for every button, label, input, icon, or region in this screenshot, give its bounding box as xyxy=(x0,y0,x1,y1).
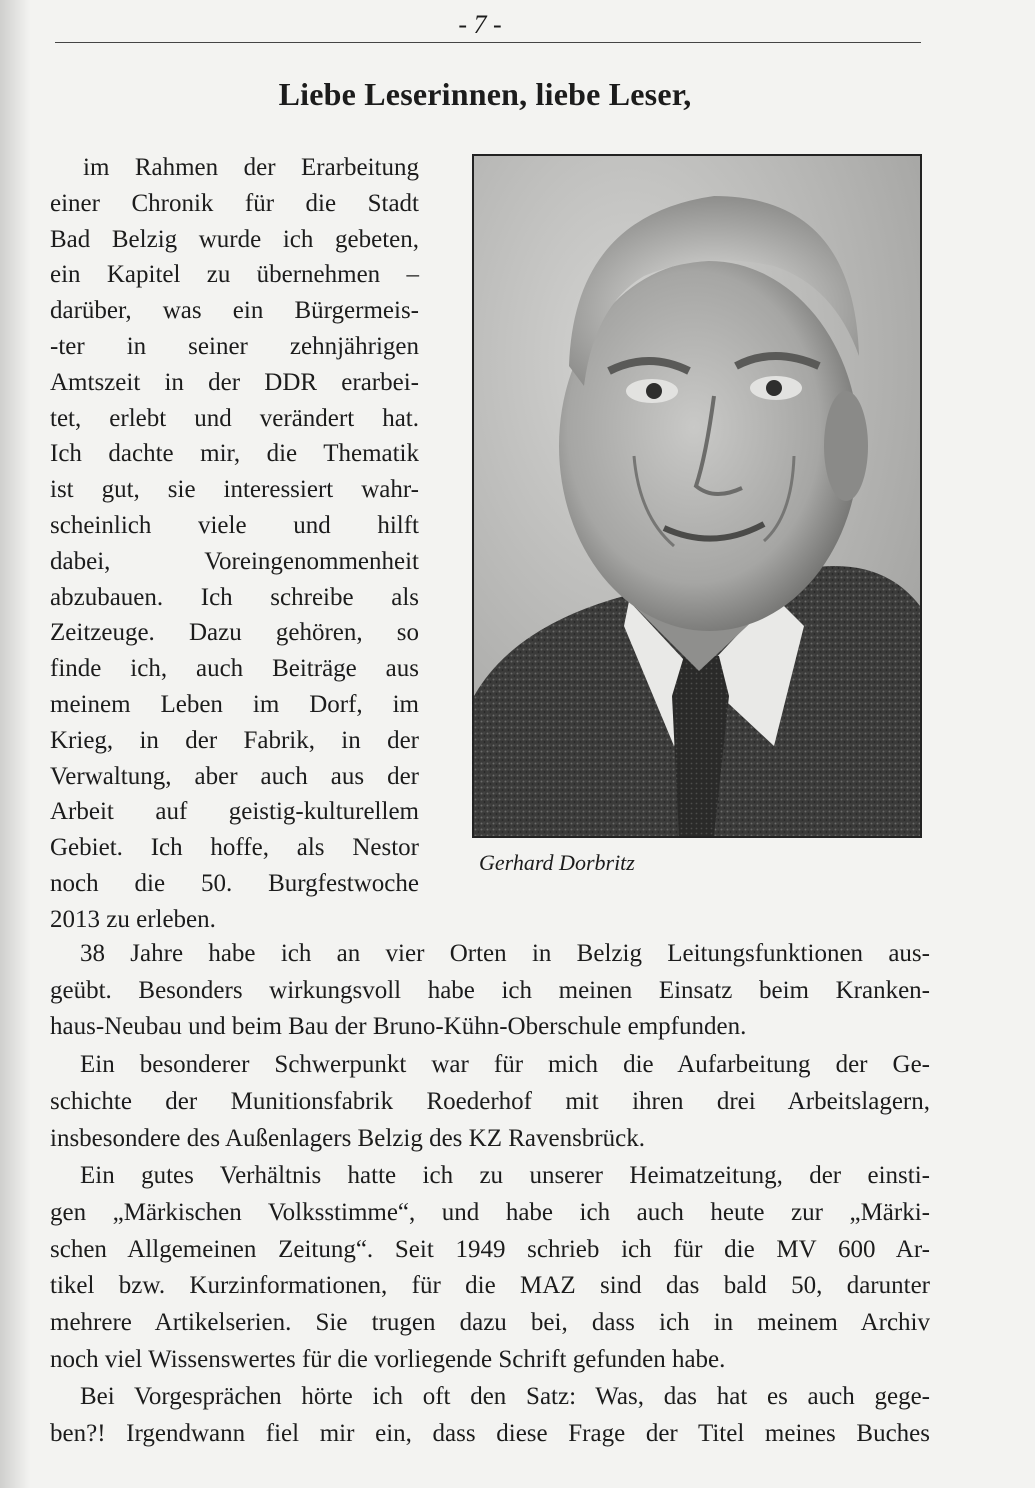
text-line: Bad Belzig wurde ich gebeten, xyxy=(50,225,419,253)
text-line: noch die 50. Burgfestwoche xyxy=(50,869,419,897)
text-line: geübt. Besonders wirkungsvoll habe ich meinen Einsatz beim Kranken- xyxy=(50,976,930,1004)
text-line: Ein besonderer Schwerpunkt war für mich die Aufarbeitung der Ge- xyxy=(80,1051,930,1079)
page-edge-shadow xyxy=(0,0,30,1488)
text-line: Bei Vorgesprächen hörte ich oft den Satz: Was, das hat es auch gege- xyxy=(80,1383,930,1411)
intro-column-text xyxy=(50,150,419,938)
text-line: schichte der Munitionsfabrik Roederhof mit ihren drei Arbeitslagern, xyxy=(50,1087,930,1115)
text-line: abzubauen. Ich schreibe als xyxy=(50,583,419,611)
text-line: darüber, was ein Bürgermeis- xyxy=(50,297,419,325)
text-line: -ter in seiner zehnjährigen xyxy=(50,332,419,360)
text-line: noch viel Wissenswertes für die vorliegende Schrift gefunden habe. xyxy=(50,1345,726,1373)
paragraph xyxy=(50,936,930,1046)
text-line: haus-Neubau und beim Bau der Bruno-Kühn-Oberschule empfunden. xyxy=(50,1013,747,1041)
header-rule xyxy=(55,42,921,43)
text-line: finde ich, auch Beiträge aus xyxy=(50,655,419,683)
paragraph xyxy=(50,1047,930,1157)
text-line: scheinlich viele und hilft xyxy=(50,511,419,539)
text-line: mehrere Artikelserien. Sie trugen dazu bei, dass ich in meinem Archiv xyxy=(50,1309,930,1337)
text-line: schen Allgemeinen Zeitung“. Seit 1949 schrieb ich für die MV 600 Ar- xyxy=(50,1235,930,1263)
text-line: 38 Jahre habe ich an vier Orten in Belzig Leitungsfunktionen aus- xyxy=(80,940,930,967)
text-line: gen „Märkischen Volksstimme“, und habe ich auch heute zur „Märki- xyxy=(50,1198,930,1226)
text-line: dabei, Voreingenommenheit xyxy=(50,547,419,575)
text-line: meinem Leben im Dorf, im xyxy=(50,690,419,718)
text-line: 2013 zu erleben. xyxy=(50,905,216,933)
text-line: ben?! Irgendwann fiel mir ein, dass diese Frage der Titel meines Buches xyxy=(50,1420,930,1448)
body-text xyxy=(50,936,930,1454)
portrait-photo xyxy=(472,154,922,838)
text-line: Arbeit auf geistig-kulturellem xyxy=(50,798,419,826)
text-line: Ein gutes Verhältnis hatte ich zu unserer Heimatzeitung, der einsti- xyxy=(80,1162,930,1190)
text-line: im Rahmen der Erarbeitung xyxy=(83,154,419,181)
text-line: ein Kapitel zu übernehmen – xyxy=(50,261,419,289)
text-line: einer Chronik für die Stadt xyxy=(50,189,419,217)
text-line: insbesondere des Außenlagers Belzig des KZ Ravensbrück. xyxy=(50,1124,645,1152)
text-line: tikel bzw. Kurzinformationen, für die MAZ sind das bald 50, darunter xyxy=(50,1272,930,1300)
text-line: Ich dachte mir, die Thematik xyxy=(50,440,419,468)
text-line: ist gut, sie interessiert wahr- xyxy=(50,476,419,504)
paragraph xyxy=(50,1379,930,1452)
text-line: tet, erlebt und verändert hat. xyxy=(50,404,419,432)
text-line: Verwaltung, aber auch aus der xyxy=(50,762,419,790)
page-title: Liebe Leserinnen, liebe Leser, xyxy=(278,76,692,112)
portrait-illustration xyxy=(474,156,920,836)
text-line: Zeitzeuge. Dazu gehören, so xyxy=(50,619,419,647)
page-number: - 7 - xyxy=(458,10,502,39)
text-line: Gebiet. Ich hoffe, als Nestor xyxy=(50,834,419,862)
text-line: Krieg, in der Fabrik, in der xyxy=(50,726,419,754)
text-line: Amtszeit in der DDR erarbei- xyxy=(50,368,419,396)
photo-caption: Gerhard Dorbritz xyxy=(479,850,635,875)
paragraph xyxy=(50,1158,930,1378)
